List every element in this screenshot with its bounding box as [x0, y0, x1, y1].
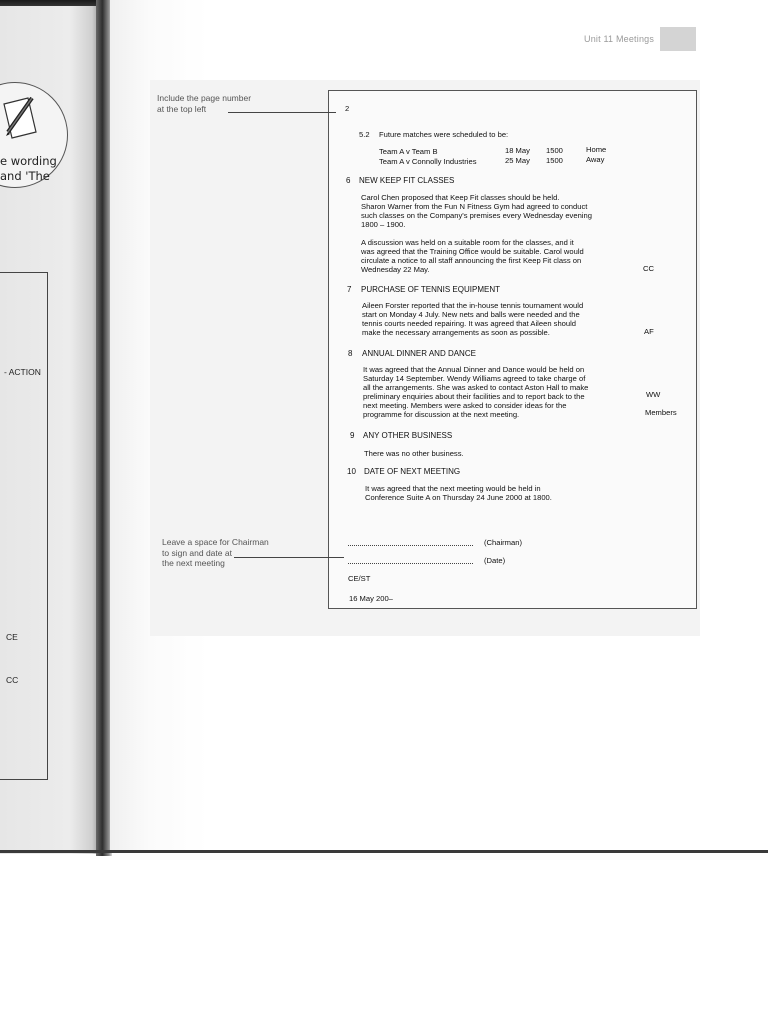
section-6-paragraph: A discussion was held on a suitable room for the classes, and it was agreed that the Training Office would be suitable. Carol would circulate a notice to all staff announcing the first Keep Fit class on Wednesday 22 May.	[361, 238, 584, 274]
minutes-date: 16 May 200–	[349, 594, 393, 603]
item-5-2-number: 5.2	[359, 130, 370, 139]
fixture-match: Team A v Team B	[379, 147, 438, 156]
fixture-date: 25 May	[505, 156, 530, 165]
section-7-heading: PURCHASE OF TENNIS EQUIPMENT	[361, 285, 500, 294]
section-7-action: AF	[644, 327, 654, 336]
running-header: Unit 11 Meetings	[584, 34, 655, 44]
fixture-time: 1500	[546, 146, 563, 155]
left-snippet-line2: and 'The	[0, 169, 50, 183]
left-action-label: - ACTION	[4, 367, 41, 377]
section-6-number: 6	[346, 176, 351, 185]
section-7-number: 7	[347, 285, 352, 294]
section-8-action: WW	[646, 390, 661, 399]
memo-page-number: 2	[345, 104, 350, 113]
page-bottom-edge	[0, 850, 768, 853]
section-8-paragraph: It was agreed that the Annual Dinner and Dance would be held on Saturday 14 September. Wendy Williams agreed to take charge of all the arrangements. She was asked to contact Aston Hall to make preliminary enquiries about their facilities and to report back to the next meeting. Members were asked to consider ideas for the programme for discussion at the next meeting.	[363, 365, 589, 419]
left-initials-cc: CC	[6, 675, 19, 685]
section-9-number: 9	[350, 431, 355, 440]
page-number-pointer	[228, 112, 336, 113]
section-10-heading: DATE OF NEXT MEETING	[364, 467, 461, 476]
left-snippet-line1: e wording	[0, 154, 57, 168]
chairman-label: (Chairman)	[484, 538, 522, 547]
left-table-frame	[0, 272, 48, 780]
pen-and-paper-icon	[0, 92, 40, 142]
chairman-signature-line	[348, 545, 473, 546]
section-9-heading: ANY OTHER BUSINESS	[363, 431, 453, 440]
section-9-paragraph: There was no other business.	[364, 449, 464, 458]
section-8-number: 8	[348, 349, 353, 358]
header-tab	[660, 27, 696, 51]
signature-annotation: Leave a space for Chairman to sign and date at the next meeting	[162, 537, 269, 568]
reference-initials: CE/ST	[348, 574, 371, 583]
fixture-venue: Home	[586, 145, 607, 154]
section-6-heading: NEW KEEP FIT CLASSES	[359, 176, 455, 185]
section-10-number: 10	[347, 467, 356, 476]
section-6-action: CC	[643, 264, 654, 273]
signature-pointer	[234, 557, 344, 558]
fixture-venue: Away	[586, 155, 605, 164]
date-label: (Date)	[484, 556, 506, 565]
section-10-paragraph: It was agreed that the next meeting would be held in Conference Suite A on Thursday 24 June 2000 at 1800.	[365, 484, 552, 502]
page-number-annotation: Include the page number at the top left	[157, 93, 252, 114]
section-8-heading: ANNUAL DINNER AND DANCE	[362, 349, 476, 358]
fixture-time: 1500	[546, 156, 563, 165]
section-6-paragraph: Carol Chen proposed that Keep Fit classes should be held. Sharon Warner from the Fun N Fitness Gym had agreed to conduct such classes on the Company's premises every Wednesday evening 1800 – 1900.	[361, 193, 592, 229]
left-page	[0, 6, 100, 854]
fixture-date: 18 May	[505, 146, 530, 155]
section-8-action-members: Members	[645, 408, 677, 417]
fixture-match: Team A v Connolly Industries	[379, 157, 477, 166]
date-signature-line	[348, 563, 473, 564]
item-5-2-text: Future matches were scheduled to be:	[379, 130, 509, 139]
left-initials-ce: CE	[6, 632, 18, 642]
section-7-paragraph: Aileen Forster reported that the in-house tennis tournament would start on Monday 4 July. New nets and balls were needed and the tennis courts needed repairing. It was agreed that Aileen should make the necessary arrangements as soon as possible.	[362, 301, 584, 337]
